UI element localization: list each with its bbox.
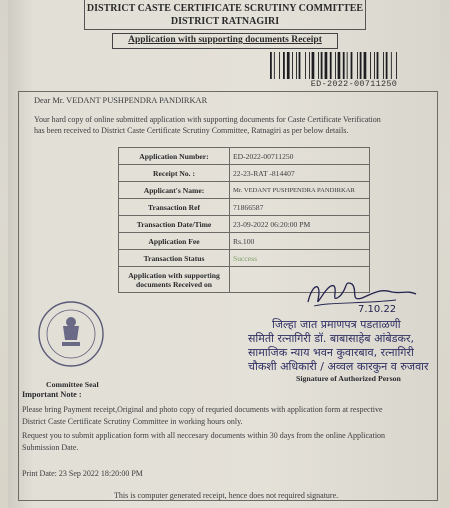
detail-value: 22-23-RAT -814407 bbox=[230, 165, 370, 182]
barcode-number: ED-2022-00711250 bbox=[310, 79, 398, 89]
detail-row bbox=[119, 233, 370, 250]
detail-label: Application Fee bbox=[119, 233, 230, 250]
detail-row bbox=[119, 182, 370, 199]
footer-note: This is computer generated receipt, hence does not required signature. bbox=[114, 491, 339, 500]
header-line2: DISTRICT RATNAGIRI bbox=[170, 16, 280, 27]
detail-value: Mr. VEDANT PUSHPENDRA PANDIRKAR bbox=[230, 182, 370, 199]
detail-label: Transaction Status bbox=[119, 250, 230, 267]
note-line2: District Caste Certificate Scrutiny Committee in working hours only. bbox=[22, 417, 243, 426]
intro-line2: has been received to District Caste Certificate Scrutiny Committee, Ratnagiri as per below details. bbox=[34, 126, 349, 135]
signature-caption: Signature of Authorized Person bbox=[296, 374, 401, 383]
detail-row bbox=[119, 199, 370, 216]
detail-label: Transaction Ref bbox=[119, 199, 230, 216]
committee-seal bbox=[36, 296, 106, 374]
print-date: Print Date: 23 Sep 2022 18:20:00 PM bbox=[22, 469, 143, 478]
stamp-line: समिती रत्नागिरी डॉ. बाबासाहेब आंबेडकर, bbox=[248, 332, 414, 345]
detail-label: Applicant's Name: bbox=[119, 182, 230, 199]
detail-row bbox=[119, 250, 370, 267]
receipt-title: Application with supporting documents Receipt bbox=[112, 33, 338, 49]
stamp-line: सामाजिक न्याय भवन कुवारबाव, रत्नागिरी bbox=[248, 346, 414, 359]
header-line1: DISTRICT CASTE CERTIFICATE SCRUTINY COMMITTEE bbox=[86, 3, 364, 14]
seal-caption: Committee Seal bbox=[46, 380, 99, 389]
detail-row bbox=[119, 148, 370, 165]
detail-value: 23-09-2022 06:20:00 PM bbox=[230, 216, 370, 233]
signature-date: 7.10.22 bbox=[358, 304, 397, 314]
detail-value: Rs.100 bbox=[230, 233, 370, 250]
note-line3: Request you to submit application form with all neccesary documents within 30 days from the online Application bbox=[22, 431, 386, 440]
committee-header bbox=[84, 0, 366, 30]
detail-value: Success bbox=[230, 250, 370, 267]
stamp-line: जिल्हा जात प्रमाणपत्र पडताळणी bbox=[272, 318, 401, 331]
detail-row bbox=[119, 216, 370, 233]
greeting: Dear Mr. VEDANT PUSHPENDRA PANDIRKAR bbox=[34, 96, 208, 105]
signature-scribble bbox=[300, 272, 420, 314]
note-line4: Submission Date. bbox=[22, 443, 79, 452]
official-stamp bbox=[248, 318, 440, 374]
detail-label: Transaction Date/Time bbox=[119, 216, 230, 233]
detail-row bbox=[119, 165, 370, 182]
detail-label: Application with supporting documents Received on bbox=[119, 267, 230, 293]
detail-value: 71866587 bbox=[230, 199, 370, 216]
barcode bbox=[268, 52, 426, 79]
detail-value: ED-2022-00711250 bbox=[230, 148, 370, 165]
note-title: Important Note : bbox=[22, 390, 82, 399]
intro-line1: Your hard copy of online submitted application with supporting documents for Caste Certificate Verification bbox=[34, 115, 381, 124]
detail-label: Receipt No. : bbox=[119, 165, 230, 182]
detail-label: Application Number: bbox=[119, 148, 230, 165]
stamp-line: चौकशी अधिकारी / अव्वल कारकुन व रुजवार bbox=[248, 360, 429, 373]
note-line1: Please bring Payment receipt,Original and photo copy of requried documents with application form at respective bbox=[22, 405, 383, 414]
